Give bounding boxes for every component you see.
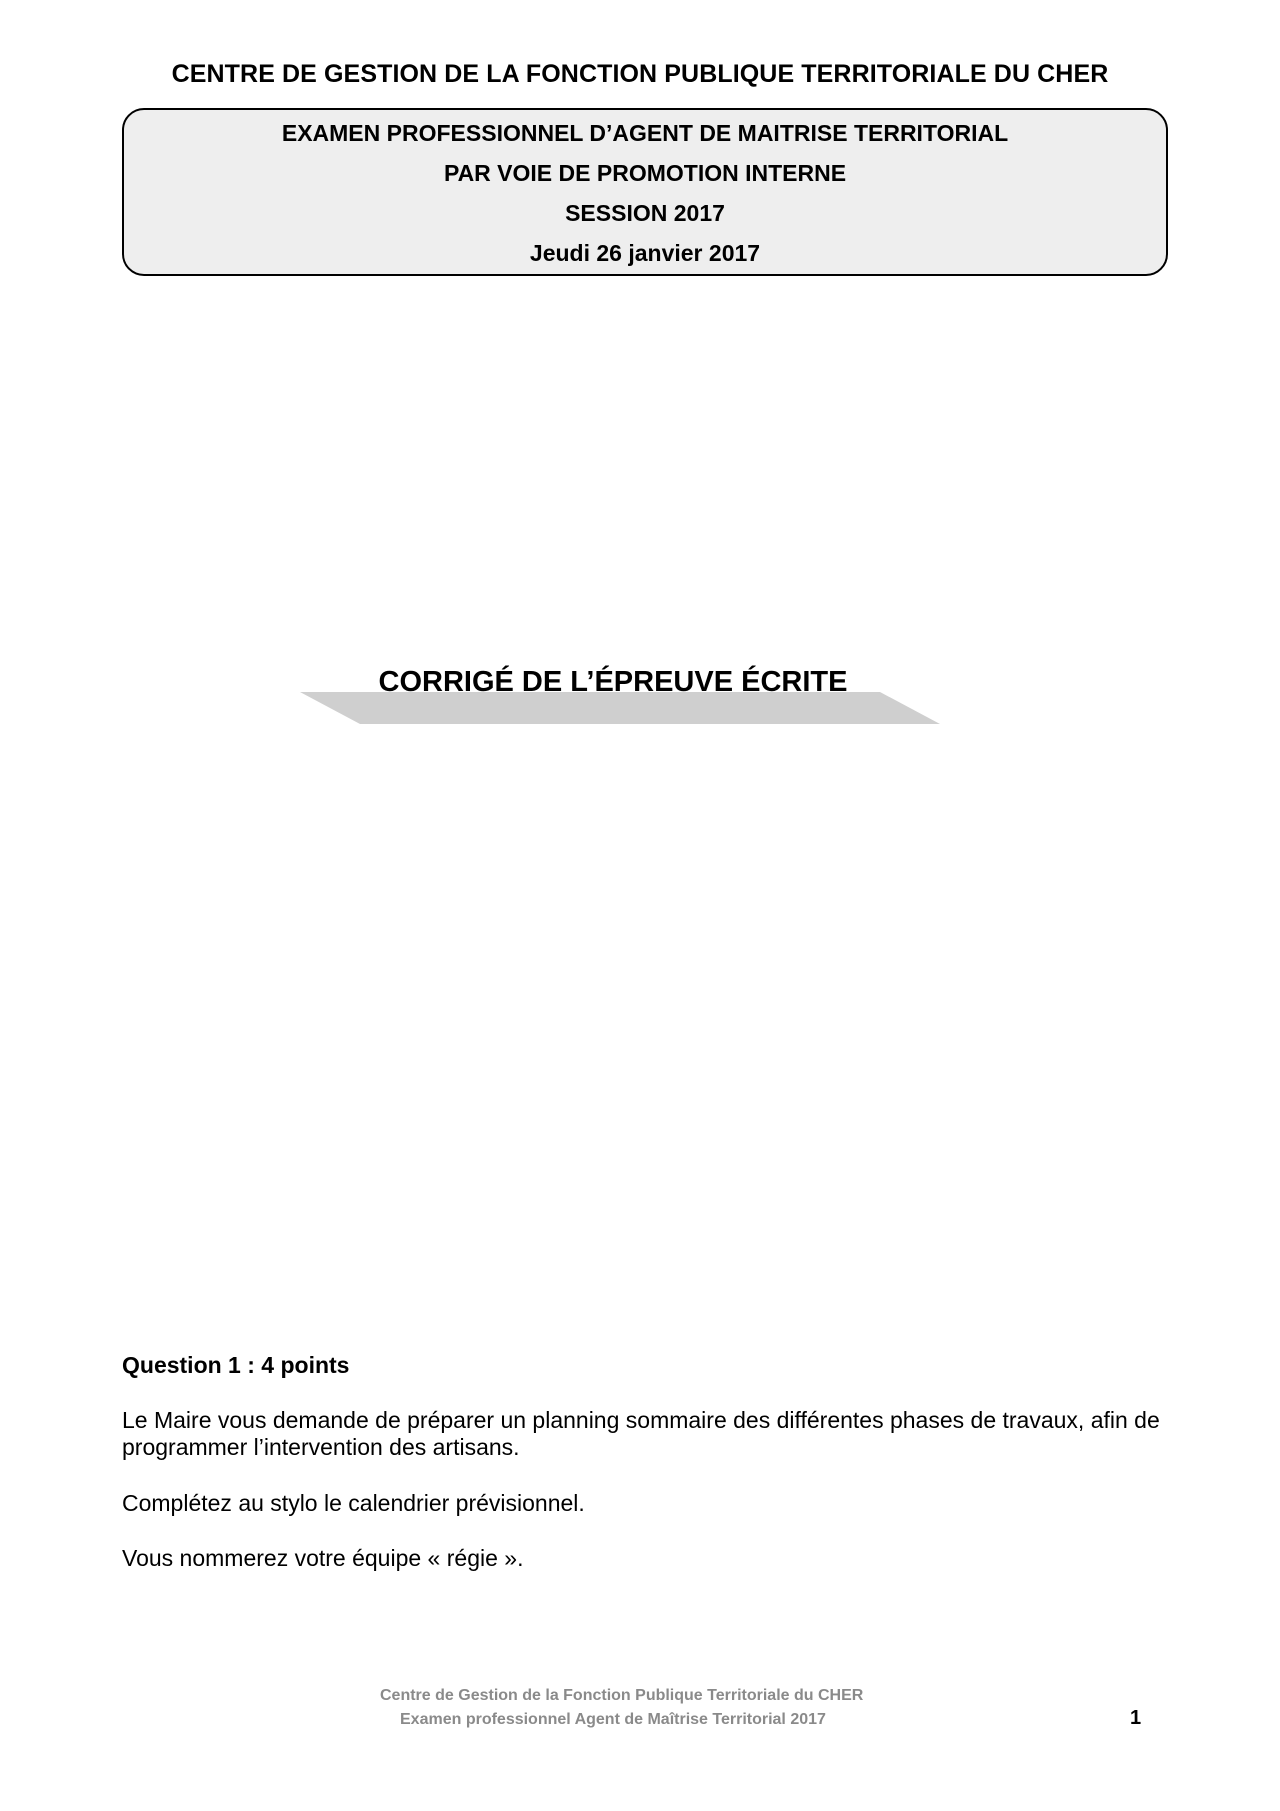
exam-date-line: Jeudi 26 janvier 2017 [529, 240, 761, 266]
page-number: 1 [1130, 1707, 1142, 1729]
exam-promotion-line: PAR VOIE DE PROMOTION INTERNE [443, 160, 847, 186]
exam-title-line: EXAMEN PROFESSIONNEL D’AGENT DE MAITRISE TERRITORIAL [281, 120, 1009, 146]
footer-organization: Centre de Gestion de la Fonction Publique Territoriale du CHER [380, 1687, 864, 1704]
organization-title: CENTRE DE GESTION DE LA FONCTION PUBLIQUE TERRITORIALE DU CHER [171, 60, 1109, 88]
corrige-title: CORRIGÉ DE L’ÉPREUVE ÉCRITE [378, 666, 848, 698]
question-paragraph-3: Vous nommerez votre équipe « régie ». [122, 1545, 524, 1571]
exam-info-box [122, 108, 1168, 276]
footer-exam: Examen professionnel Agent de Maîtrise Territorial 2017 [400, 1711, 826, 1728]
exam-session-line: SESSION 2017 [565, 200, 725, 226]
question-paragraph-2: Complétez au stylo le calendrier prévisionnel. [122, 1490, 585, 1516]
question-paragraph-1: Le Maire vous demande de préparer un planning sommaire des différentes phases de travaux, afin de programmer l’intervention des artisans. [122, 1407, 1160, 1460]
question-heading: Question 1 : 4 points [122, 1352, 350, 1378]
